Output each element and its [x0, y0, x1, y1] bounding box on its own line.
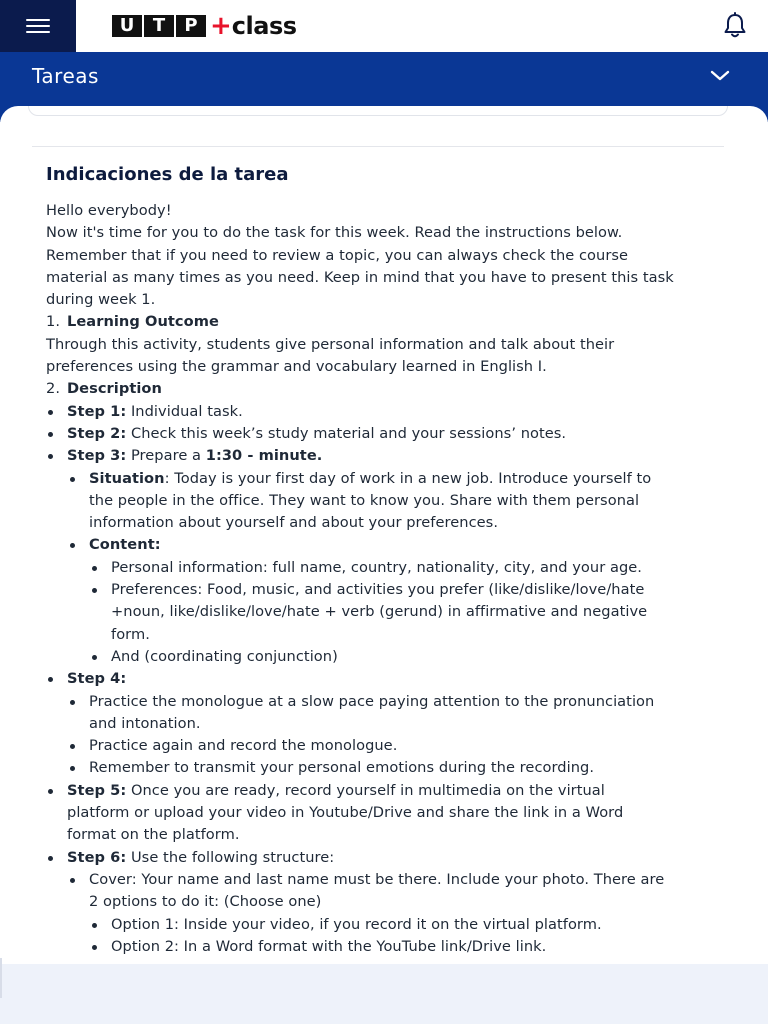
step-label: Step 3: — [67, 447, 127, 465]
logo-letter-u: U — [112, 15, 142, 37]
step-text: Prepare a — [126, 447, 206, 465]
logo-utp-letters — [112, 15, 206, 37]
section-learning-outcome — [46, 311, 726, 333]
step-text: platform or upload your video in Youtube/Drive and share the link in a Word — [67, 804, 624, 822]
step-6-item — [46, 847, 726, 869]
intro-line: Hello everybody! — [46, 202, 172, 219]
situation-text: information about yourself and about your preferences. — [89, 514, 499, 532]
intro-line: during week 1. — [46, 291, 156, 309]
step-4-subitem-text: Practice the monologue at a slow pace paying attention to the pronunciation — [89, 692, 655, 710]
intro-line: material as many times as you need. Keep in mind that you have to present this task — [46, 268, 674, 286]
divider — [32, 146, 724, 147]
option-text: Option 1: Inside your video, if you record it on the virtual platform. — [111, 915, 602, 933]
section-number: 1. — [46, 313, 61, 331]
step-text: format on the platform. — [67, 826, 240, 844]
step-text: Check this week’s study material and your sessions’ notes. — [126, 424, 567, 442]
content-label: Content: — [89, 536, 161, 554]
content-subitem-text: Preferences: Food, music, and activities you prefer (like/dislike/love/hate — [111, 581, 645, 599]
chevron-down-icon[interactable] — [710, 70, 730, 82]
menu-button[interactable] — [0, 0, 76, 52]
hamburger-icon — [26, 18, 50, 34]
step-5-item — [46, 780, 726, 847]
logo-plus: + — [210, 11, 232, 41]
step-4-subitem — [46, 691, 726, 736]
task-instructions-body — [46, 200, 726, 958]
step-text: Individual task. — [126, 402, 243, 420]
cover-text: Cover: Your name and last name must be there. Include your photo. There are — [89, 870, 665, 888]
step-4-subitem-text: and intonation. — [89, 714, 201, 732]
step-label: Step 4: — [67, 670, 127, 688]
notifications-button[interactable] — [720, 12, 750, 40]
intro-line: Remember that if you need to review a topic, you can always check the course — [46, 246, 629, 264]
content-subitem — [46, 557, 726, 579]
section-description — [46, 378, 726, 400]
content-subitem-text: Personal information: full name, country, nationality, city, and your age. — [111, 558, 642, 576]
step-duration: 1:30 - minute. — [205, 447, 323, 465]
option-item — [46, 914, 726, 936]
situation-label: Situation — [89, 469, 165, 487]
scroll-edge — [0, 958, 2, 998]
step-4-item — [46, 668, 726, 690]
task-instructions-heading: Indicaciones de la tarea — [46, 164, 289, 185]
bell-icon — [720, 12, 750, 40]
cover-text: 2 options to do it: (Choose one) — [89, 893, 322, 911]
step-4-subitem — [46, 735, 726, 757]
logo-class-word: class — [231, 12, 297, 40]
content-subitem-text: form. — [111, 625, 150, 643]
step-1-item — [46, 401, 726, 423]
task-card — [0, 106, 768, 964]
step-4-subitem-text: Practice again and record the monologue. — [89, 737, 398, 755]
step-text: Use the following structure: — [126, 848, 335, 866]
situation-text: : Today is your first day of work in a new job. Introduce yourself to — [164, 469, 652, 487]
option-item — [46, 936, 726, 958]
cover-item — [46, 869, 726, 914]
step-2-item — [46, 423, 726, 445]
content-subitem-text: +noun, like/dislike/love/hate + verb (gerund) in affirmative and negative — [111, 603, 648, 621]
step-4-subitem-text: Remember to transmit your personal emotions during the recording. — [89, 759, 595, 777]
section-title: Tareas — [32, 64, 99, 88]
intro-line: Now it's time for you to do the task for this week. Read the instructions below. — [46, 224, 623, 242]
section-number: 2. — [46, 380, 61, 398]
learning-outcome-text: Through this activity, students give personal information and talk about their — [46, 335, 615, 353]
content-item — [46, 534, 726, 556]
learning-outcome-text: preferences using the grammar and vocabulary learned in English I. — [46, 358, 547, 376]
section-title-description: Description — [67, 380, 162, 398]
step-label: Step 1: — [67, 402, 127, 420]
content-subitem — [46, 579, 726, 646]
option-text: Option 2: In a Word format with the YouTube link/Drive link. — [111, 937, 547, 955]
top-bar — [0, 0, 768, 52]
situation-item — [46, 468, 726, 535]
situation-text: the people in the office. They want to know you. Share with them personal — [89, 491, 640, 509]
step-label: Step 5: — [67, 781, 127, 799]
logo-letter-t: T — [144, 15, 174, 37]
content-subitem-text: And (coordinating conjunction) — [111, 647, 338, 665]
utp-class-logo[interactable] — [112, 0, 297, 52]
step-3-item — [46, 445, 726, 467]
step-label: Step 6: — [67, 848, 127, 866]
content-subitem — [46, 646, 726, 668]
step-label: Step 2: — [67, 424, 127, 442]
step-text: Once you are ready, record yourself in multimedia on the virtual — [126, 781, 605, 799]
previous-field-box — [28, 106, 728, 116]
section-title-learning-outcome: Learning Outcome — [67, 313, 219, 331]
logo-letter-p: P — [176, 15, 206, 37]
step-4-subitem — [46, 757, 726, 779]
